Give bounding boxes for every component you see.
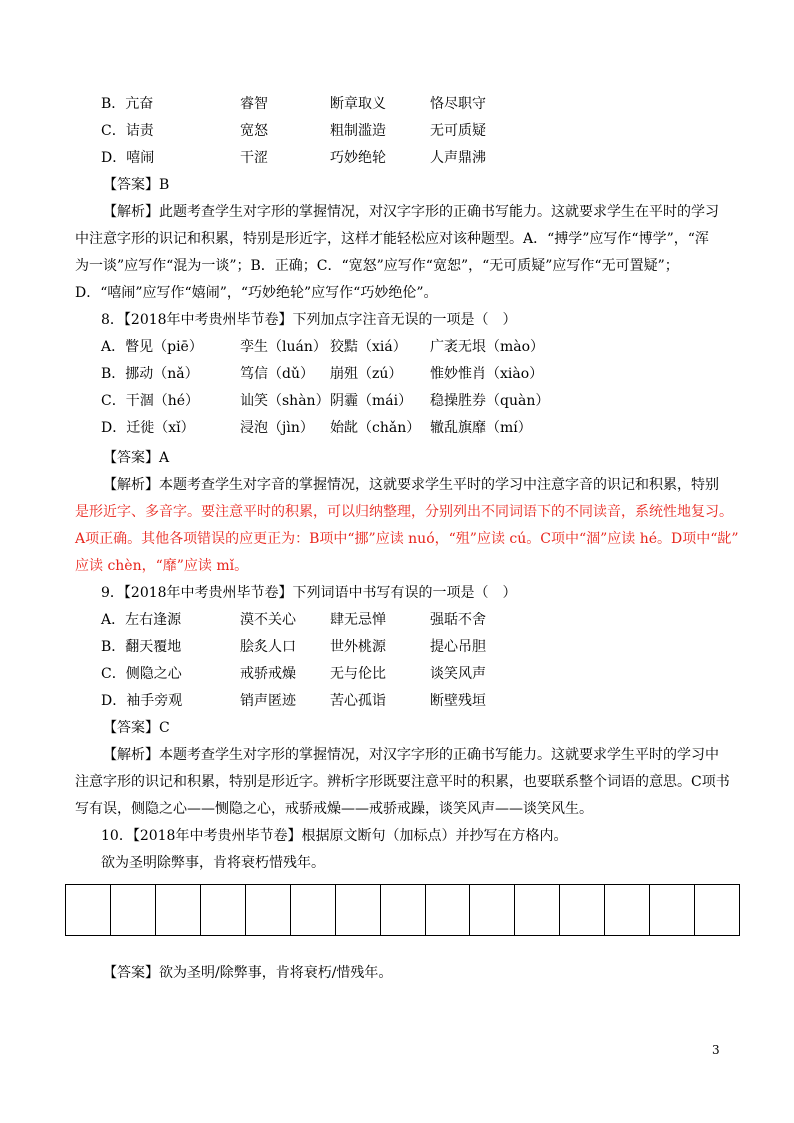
text-line: 10．【2018年中考贵州毕节卷】根据原文断句（加标点）并抄写在方格内。 (101, 828, 568, 844)
option-item: 笃信（dǔ） (240, 366, 314, 382)
grid-cell[interactable] (111, 885, 156, 935)
text-line: 写有误，侧隐之心——恻隐之心，戒骄戒燥——戒骄戒躁，谈笑风声——谈笑风生。 (75, 801, 593, 817)
option-item: 恪尽职守 (430, 96, 486, 112)
grid-cell[interactable] (470, 885, 515, 935)
option-item: 睿智 (240, 96, 268, 112)
text-line: A项正确。其他各项错误的应更正为：B项中“挪”应读 nuó，“殂”应读 cú。C项中“涸”应读 hé。D项中“龀” (75, 531, 739, 547)
option-item: 孪生（luán） (240, 339, 327, 355)
grid-cell[interactable] (336, 885, 381, 935)
option-item: C．诘责 (101, 123, 154, 139)
text-line: 9．【2018年中考贵州毕节卷】下列词语中书写有误的一项是（ ） (101, 585, 517, 601)
option-item: D．嘻闹 (101, 150, 155, 166)
text-line: 8．【2018年中考贵州毕节卷】下列加点字注音无误的一项是（ ） (101, 312, 517, 328)
answer-line: 【答案】欲为圣明/除弊事，肯将衰朽/惜残年。 (103, 965, 393, 981)
option-item: 断章取义 (330, 96, 386, 112)
option-item: 强聒不舍 (430, 612, 486, 628)
option-item: C．侧隐之心 (101, 666, 182, 682)
grid-cell[interactable] (515, 885, 560, 935)
option-item: 广袤无垠（mào） (430, 339, 545, 355)
option-item: 惟妙惟肖（xiào） (430, 366, 544, 382)
text-line: D．“嘻闹”应写作“嬉闹”，“巧妙绝轮”应写作“巧妙绝伦”。 (75, 285, 438, 301)
option-item: 无可质疑 (430, 123, 486, 139)
option-item: 干涩 (240, 150, 268, 166)
text-line: 欲为圣明除弊事，肯将衰朽惜残年。 (101, 855, 325, 871)
option-item: B．挪动（nǎ） (101, 366, 199, 382)
grid-cell[interactable] (650, 885, 695, 935)
text-line: 中注意字形的识记和积累，特别是形近字，这样才能轻松应对该种题型。A．“搏学”应写作“博学”，“浑 (75, 231, 709, 247)
answer-grid (65, 884, 740, 936)
option-item: 人声鼎沸 (430, 150, 486, 166)
option-item: B．翻天覆地 (101, 639, 182, 655)
option-item: 粗制滥造 (330, 123, 386, 139)
option-item: 戒骄戒燥 (240, 666, 296, 682)
page-number: 3 (712, 1043, 720, 1057)
analysis-line: 【解析】本题考查学生对字形的掌握情况，对汉字字形的正确书写能力。这就要求学生平时的学习中 (103, 747, 719, 763)
text-line: 注意字形的识记和积累，特别是形近字。辨析字形既要注意平时的积累，也要联系整个词语的意思。C项书 (75, 774, 730, 790)
text-line: 是形近字、多音字。要注意平时的积累，可以归纳整理，分别列出不同词语下的不同读音，系统性地复习。 (75, 504, 733, 520)
option-item: 世外桃源 (330, 639, 386, 655)
option-item: D．迁徙（xǐ） (101, 420, 195, 436)
grid-cell[interactable] (605, 885, 650, 935)
text-line: 应读 chèn，“靡”应读 mǐ。 (75, 558, 249, 574)
option-item: A．左右逢源 (101, 612, 182, 628)
option-item: 苦心孤诣 (330, 693, 386, 709)
text-line: 为一谈”应写作“混为一谈”；B．正确；C．“宽怒”应写作“宽恕”，“无可质疑”应写作“无可置疑”； (75, 258, 679, 274)
option-item: 狡黠（xiá） (330, 339, 407, 355)
option-item: 辙乱旗靡（mí） (430, 420, 532, 436)
option-item: 断壁残垣 (430, 693, 486, 709)
option-item: C．干涸（hé） (101, 393, 200, 409)
option-item: 漠不关心 (240, 612, 296, 628)
grid-cell[interactable] (695, 885, 739, 935)
option-item: A．瞥见（piē） (101, 339, 203, 355)
option-item: 提心吊胆 (430, 639, 486, 655)
option-item: 脍炙人口 (240, 639, 296, 655)
option-item: 谈笑风声 (430, 666, 486, 682)
option-item: B．亢奋 (101, 96, 154, 112)
grid-cell[interactable] (246, 885, 291, 935)
answer-line: 【答案】C (103, 720, 170, 736)
option-item: 阴霾（mái） (330, 393, 413, 409)
grid-cell[interactable] (66, 885, 111, 935)
option-item: 无与伦比 (330, 666, 386, 682)
option-item: 稳操胜券（quàn） (430, 393, 550, 409)
option-item: D．袖手旁观 (101, 693, 183, 709)
option-item: 浸泡（jìn） (240, 420, 314, 436)
option-item: 讪笑（shàn） (240, 393, 330, 409)
grid-cell[interactable] (560, 885, 605, 935)
grid-cell[interactable] (156, 885, 201, 935)
answer-line: 【答案】B (103, 177, 170, 193)
answer-line: 【答案】A (103, 450, 170, 466)
grid-cell[interactable] (291, 885, 336, 935)
analysis-line: 【解析】本题考查学生对字音的掌握情况，这就要求学生平时的学习中注意字音的识记和积累，特别 (103, 477, 719, 493)
option-item: 巧妙绝轮 (330, 150, 386, 166)
option-item: 宽怒 (240, 123, 268, 139)
grid-cell[interactable] (381, 885, 426, 935)
option-item: 崩殂（zú） (330, 366, 403, 382)
option-item: 肆无忌惮 (330, 612, 386, 628)
option-item: 销声匿迹 (240, 693, 296, 709)
analysis-line: 【解析】此题考查学生对字形的掌握情况，对汉字字形的正确书写能力。这就要求学生在平时的学习 (103, 204, 719, 220)
grid-cell[interactable] (426, 885, 471, 935)
grid-cell[interactable] (201, 885, 246, 935)
option-item: 始龀（chǎn） (330, 420, 421, 436)
